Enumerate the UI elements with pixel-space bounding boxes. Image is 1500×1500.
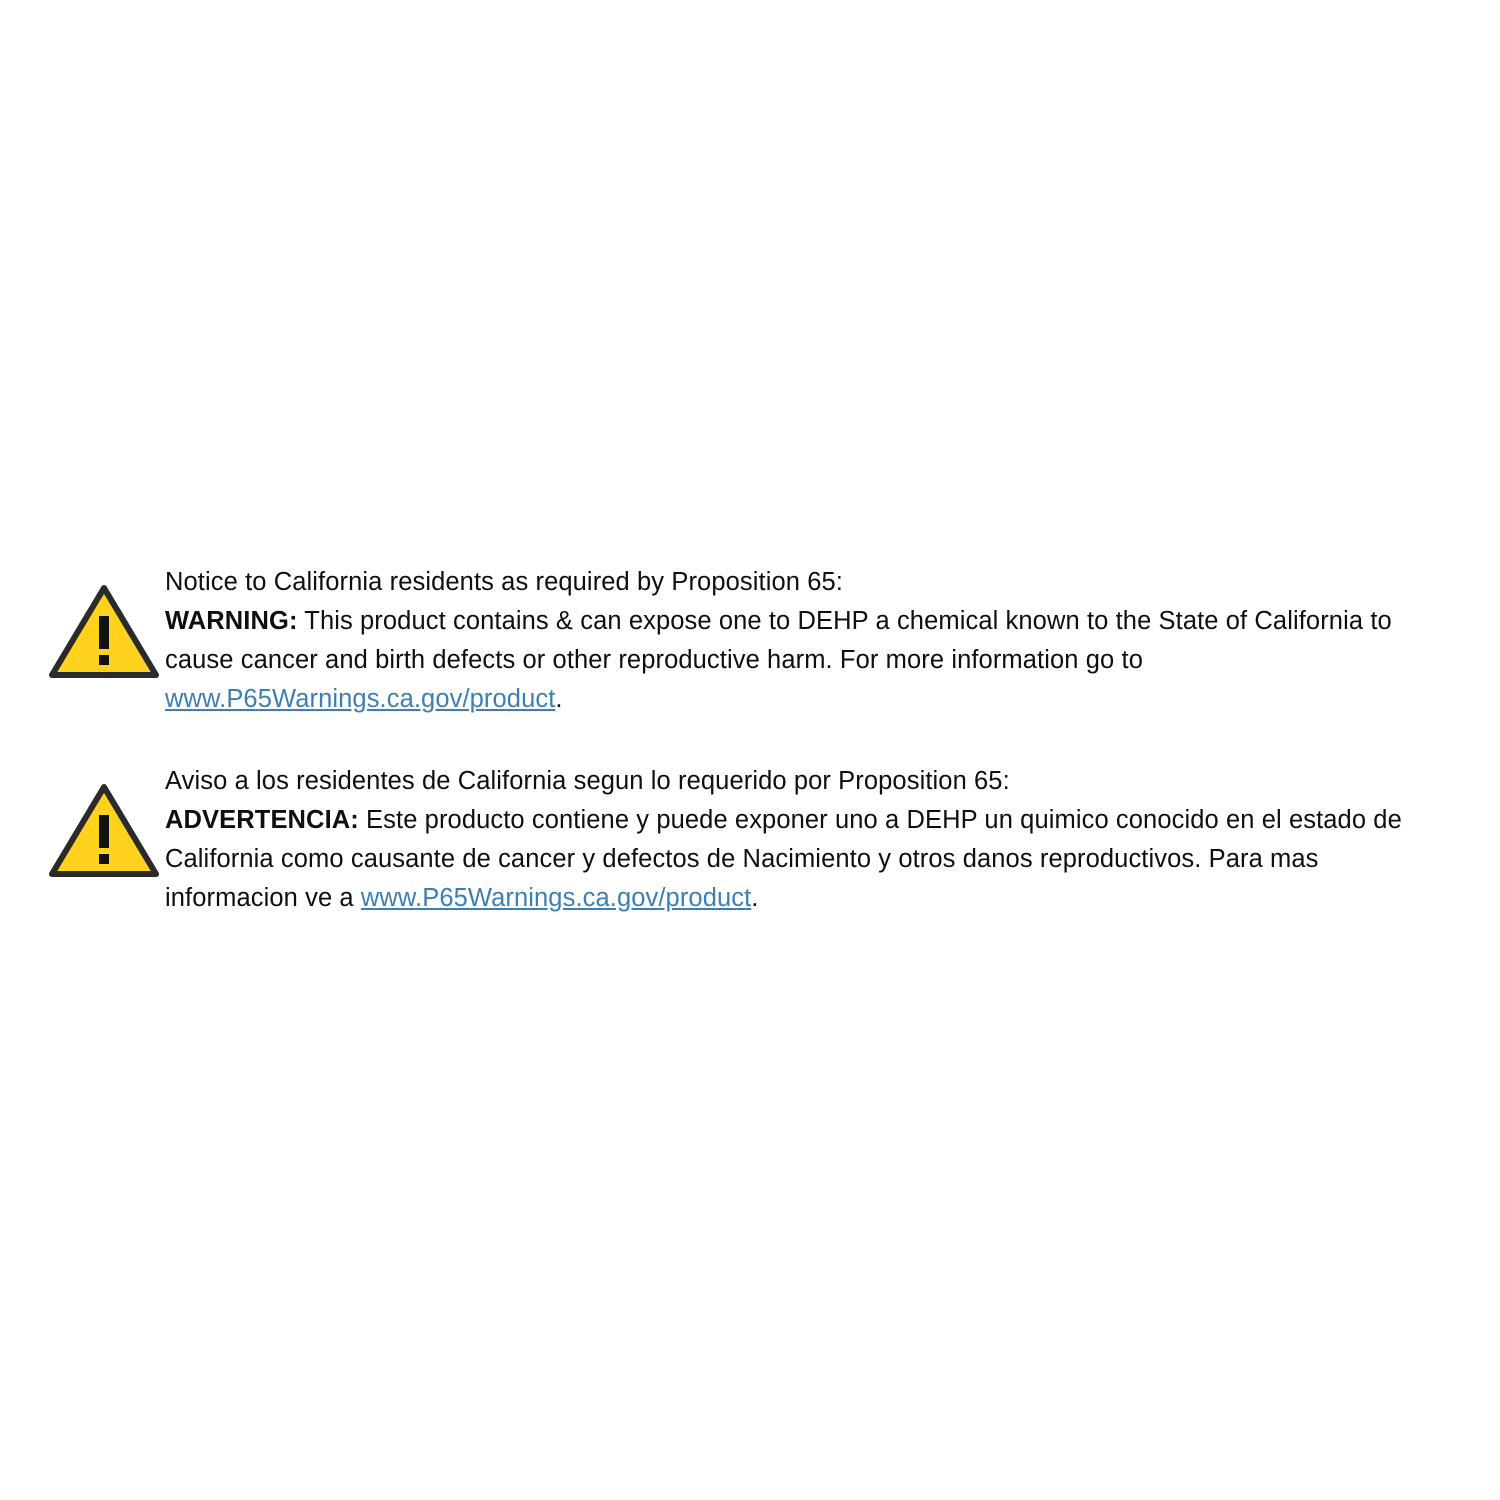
- warning-lead-spanish: Aviso a los residentes de California segun lo requerido por Proposition 65:: [165, 767, 1010, 795]
- warning-body-spanish: [165, 801, 1430, 918]
- warning-lead-english: Notice to California residents as required by Proposition 65:: [165, 568, 843, 596]
- warning-block-spanish: [45, 762, 1430, 918]
- p65warnings-link-english[interactable]: www.P65Warnings.ca.gov/product: [165, 685, 556, 713]
- warning-label-english: WARNING: [165, 607, 289, 635]
- warning-label-separator-english: :: [288, 607, 298, 635]
- warning-triangle-icon: [48, 782, 160, 879]
- warning-triangle-icon: [48, 583, 160, 680]
- warning-body-after-link-english: .: [555, 685, 563, 713]
- warning-label-spanish: ADVERTENCIA: [165, 806, 351, 834]
- warning-icon-cell: [45, 563, 163, 680]
- warning-body-english: [165, 602, 1430, 719]
- p65warnings-link-spanish[interactable]: www.P65Warnings.ca.gov/product: [360, 884, 752, 912]
- warning-label-separator-spanish: :: [350, 806, 359, 834]
- warning-body-after-link-spanish: .: [751, 884, 759, 912]
- warning-text-spanish: [163, 762, 1430, 918]
- warning-text-english: [163, 563, 1430, 719]
- warning-body-before-link-spanish: Este producto contiene y puede exponer uno a DEHP un quimico conocido en el estado de California como causante de cancer y defectos de Nacimiento y otros danos reproductivos. Para mas informacion ve a: [165, 806, 1402, 912]
- warning-icon-cell-spanish: [45, 762, 163, 879]
- warning-block-english: [45, 563, 1430, 719]
- warning-body-before-link-english: This product contains & can expose one to DEHP a chemical known to the State of California to cause cancer and birth defects or other reproductive harm. For more information go to: [165, 607, 1392, 674]
